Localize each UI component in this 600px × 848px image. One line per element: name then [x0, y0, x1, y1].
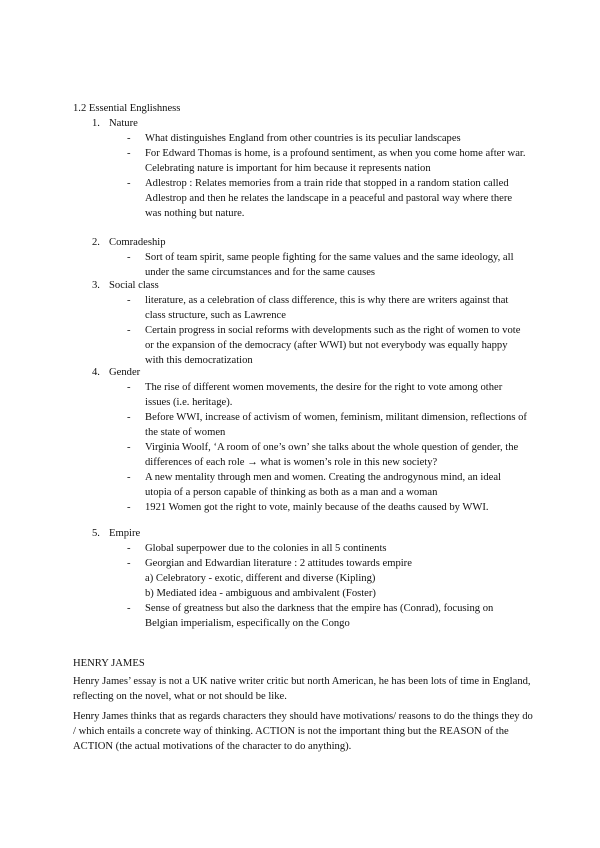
gender-items — [127, 380, 527, 515]
list-item: - Sort of team spirit, same people fighting for the same values and the same ideology, all under the same circumstances and for the same causes — [127, 252, 514, 278]
henry-james-paragraph-2: Henry James thinks that as regards characters they should have motivations/ reasons to do the things they do / which entails a concrete way of thinking. ACTION is not the important thing but the REASON of the ACTION (the actual motivations of the character to do anything). — [73, 711, 533, 752]
bullet-dash: - — [127, 472, 131, 483]
list-item: - Sense of greatness but also the darkness that the empire has (Conrad), focusing on Belgian imperialism, especifically on the Congo — [127, 603, 494, 629]
section-number: 5. — [92, 528, 100, 539]
social-class-items — [127, 293, 527, 368]
bullet-dash: - — [127, 325, 131, 336]
list-item: - What distinguishes England from other countries is its peculiar landscapes — [127, 133, 461, 144]
section-title-gender — [92, 365, 140, 380]
comradeship-items — [127, 250, 527, 280]
list-item: - Global superpower due to the colonies in all 5 continents — [127, 543, 387, 554]
list-item: - Before WWI, increase of activism of women, feminism, militant dimension, reflections of the state of women — [127, 412, 527, 438]
list-item: - Adlestrop : Relates memories from a train ride that stopped in a random station called Adlestrop and then he relates the landscape in a peaceful and pastoral way where there was nothing but nature. — [127, 178, 513, 219]
henry-james-heading: HENRY JAMES — [73, 658, 145, 669]
bullet-dash: - — [127, 382, 131, 393]
section-title-empire — [92, 526, 140, 541]
section-title-social-class — [92, 278, 159, 293]
section-title: Gender — [109, 367, 141, 378]
section-title-comradeship — [92, 235, 166, 250]
list-item: - A new mentality through men and women. Creating the androgynous mind, an ideal utopia of a person capable of thinking as both as a man and a woman — [127, 472, 501, 498]
section-title: Empire — [109, 528, 141, 539]
bullet-dash: - — [127, 442, 131, 453]
section-title: Comradeship — [109, 237, 166, 248]
section-title: Nature — [109, 118, 138, 129]
section-number: 1. — [92, 118, 100, 129]
list-item: - The rise of different women movements, the desire for the right to vote among other issues (i.e. heritage). — [127, 382, 503, 408]
section-title: Social class — [109, 280, 159, 291]
henry-james-paragraph-1: Henry James’ essay is not a UK native writer critic but north American, he has been lots of time in England, reflecting on the novel, what or not should be like. — [73, 676, 531, 702]
bullet-dash: - — [127, 502, 131, 513]
section-heading: 1.2 Essential Englishness — [73, 103, 181, 114]
sub-item: a) Celebratory - exotic, different and diverse (Kipling) — [145, 573, 376, 584]
bullet-dash: - — [127, 133, 131, 144]
bullet-dash: - — [127, 412, 131, 423]
bullet-dash: - — [127, 295, 131, 306]
list-item: - Georgian and Edwardian literature : 2 attitudes towards empire — [127, 558, 412, 569]
list-item: - For Edward Thomas is home, is a profound sentiment, as when you come home after war. Celebrating nature is important for him because it represents nation — [127, 148, 526, 174]
empire-items — [127, 541, 527, 631]
section-number: 2. — [92, 237, 100, 248]
list-item: - Virginia Woolf, ‘A room of one’s own’ she talks about the whole question of gender, the differences of each role → what is women’s role in this new society? — [127, 442, 519, 468]
list-item: - Certain progress in social reforms with developments such as the right of women to vote or the expansion of the democracy (after WWI) but not everybody was equally happy with this democratization — [127, 325, 521, 366]
bullet-dash: - — [127, 148, 131, 159]
section-number: 3. — [92, 280, 100, 291]
nature-items — [127, 131, 527, 221]
list-item: - literature, as a celebration of class difference, this is why there are writers against that class structure, such as Lawrence — [127, 295, 509, 321]
sub-item: b) Mediated idea - ambiguous and ambivalent (Foster) — [145, 588, 376, 599]
list-item: - 1921 Women got the right to vote, mainly because of the deaths caused by WWI. — [127, 502, 489, 513]
bullet-dash: - — [127, 252, 131, 263]
section-title-nature — [92, 116, 138, 131]
bullet-dash: - — [127, 178, 131, 189]
section-number: 4. — [92, 367, 100, 378]
bullet-dash: - — [127, 603, 131, 614]
bullet-dash: - — [127, 558, 131, 569]
bullet-dash: - — [127, 543, 131, 554]
